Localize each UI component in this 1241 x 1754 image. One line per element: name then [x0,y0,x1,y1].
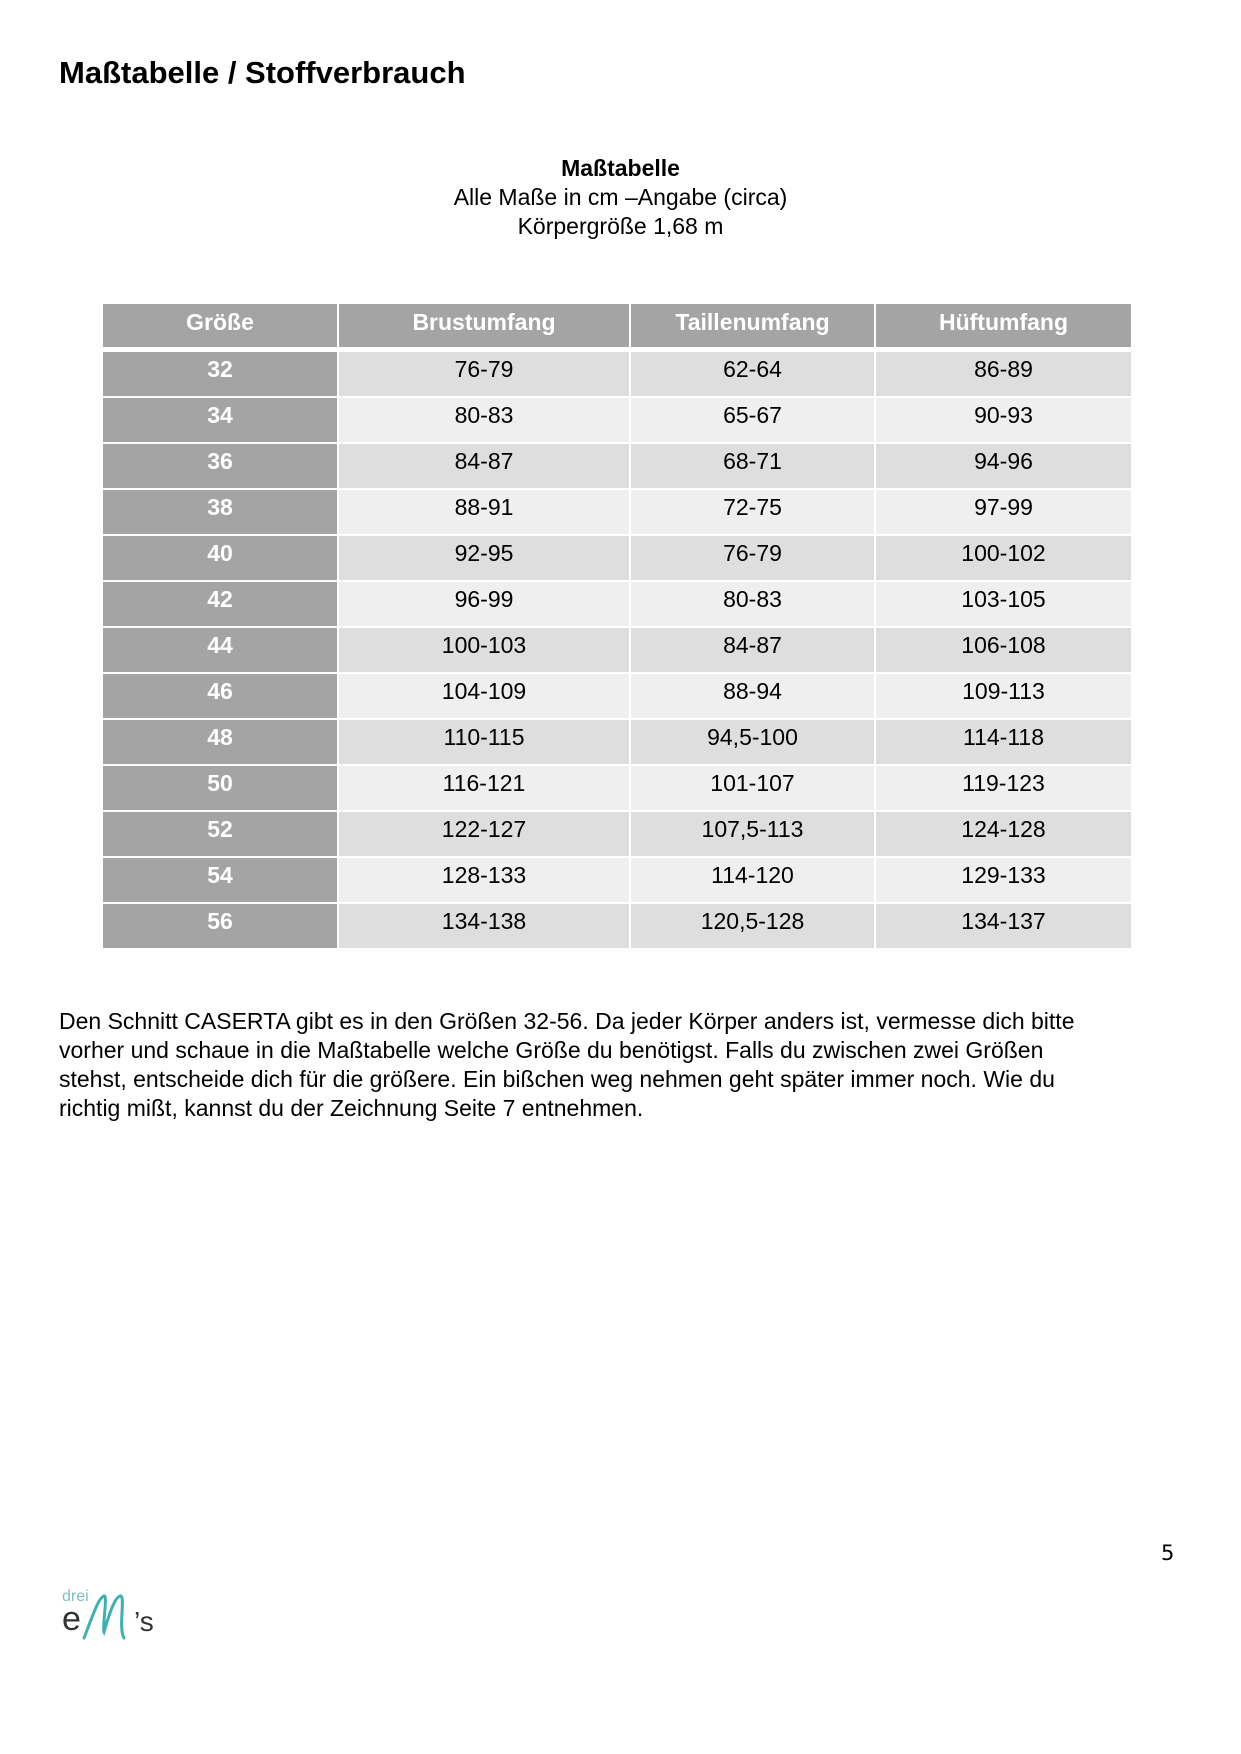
cell-size: 38 [103,490,337,534]
cell-waist: 72-75 [631,490,874,534]
cell-hip: 106-108 [876,628,1131,672]
paragraph-line: richtig mißt, kannst du der Zeichnung Seite 7 entnehmen. [59,1095,644,1121]
table-row [103,858,1131,902]
table-row [103,398,1131,442]
size-table [103,304,1131,950]
table-row [103,812,1131,856]
cell-bust: 104-109 [339,674,629,718]
cell-hip: 109-113 [876,674,1131,718]
logo-text-drei: drei [62,1588,89,1605]
logo-m-script-icon [80,1588,136,1644]
cell-bust: 128-133 [339,858,629,902]
cell-waist: 84-87 [631,628,874,672]
header-hip: Hüftumfang [876,304,1131,347]
cell-size: 56 [103,904,337,948]
table-row [103,674,1131,718]
table-row [103,352,1131,396]
cell-waist: 120,5-128 [631,904,874,948]
table-row [103,536,1131,580]
header-waist: Taillenumfang [631,304,874,347]
cell-bust: 88-91 [339,490,629,534]
size-info-paragraph [59,1007,1189,1123]
cell-hip: 103-105 [876,582,1131,626]
cell-waist: 107,5-113 [631,812,874,856]
logo-text-s: ’s [134,1606,154,1637]
logo-text-e: e [62,1600,81,1638]
cell-waist: 76-79 [631,536,874,580]
cell-size: 54 [103,858,337,902]
table-header-row [103,304,1131,347]
cell-waist: 94,5-100 [631,720,874,764]
caption-title: Maßtabelle [561,155,680,181]
cell-waist: 101-107 [631,766,874,810]
brand-logo [60,1588,160,1648]
cell-size: 42 [103,582,337,626]
header-bust: Brustumfang [339,304,629,347]
paragraph-line: Den Schnitt CASERTA gibt es in den Größen 32-56. Da jeder Körper anders ist, vermesse dich bitte [59,1008,1075,1034]
cell-bust: 122-127 [339,812,629,856]
caption-body-height: Körpergröße 1,68 m [517,213,724,239]
table-row [103,904,1131,948]
cell-hip: 94-96 [876,444,1131,488]
cell-hip: 134-137 [876,904,1131,948]
cell-size: 48 [103,720,337,764]
cell-hip: 124-128 [876,812,1131,856]
table-caption [0,154,1241,241]
cell-hip: 100-102 [876,536,1131,580]
cell-waist: 62-64 [631,352,874,396]
cell-size: 40 [103,536,337,580]
cell-waist: 65-67 [631,398,874,442]
table-row [103,766,1131,810]
paragraph-line: vorher und schaue in die Maßtabelle welche Größe du benötigst. Falls du zwischen zwei Größen [59,1037,1044,1063]
cell-bust: 80-83 [339,398,629,442]
cell-waist: 80-83 [631,582,874,626]
cell-size: 46 [103,674,337,718]
cell-bust: 116-121 [339,766,629,810]
table-body [103,352,1131,948]
cell-hip: 97-99 [876,490,1131,534]
cell-size: 44 [103,628,337,672]
cell-bust: 100-103 [339,628,629,672]
header-size: Größe [103,304,337,347]
cell-hip: 129-133 [876,858,1131,902]
cell-waist: 68-71 [631,444,874,488]
table-row [103,720,1131,764]
cell-size: 34 [103,398,337,442]
cell-size: 36 [103,444,337,488]
table-row [103,490,1131,534]
cell-waist: 114-120 [631,858,874,902]
cell-bust: 84-87 [339,444,629,488]
cell-bust: 92-95 [339,536,629,580]
table-row [103,444,1131,488]
cell-hip: 119-123 [876,766,1131,810]
cell-bust: 76-79 [339,352,629,396]
cell-hip: 114-118 [876,720,1131,764]
cell-size: 52 [103,812,337,856]
cell-hip: 90-93 [876,398,1131,442]
cell-hip: 86-89 [876,352,1131,396]
cell-bust: 134-138 [339,904,629,948]
cell-bust: 96-99 [339,582,629,626]
paragraph-line: stehst, entscheide dich für die größere. Ein bißchen weg nehmen geht später immer noch. Wie du [59,1066,1055,1092]
cell-size: 50 [103,766,337,810]
table-row [103,628,1131,672]
page-number: 5 [1161,1541,1175,1565]
caption-units: Alle Maße in cm –Angabe (circa) [453,184,788,210]
cell-size: 32 [103,352,337,396]
cell-waist: 88-94 [631,674,874,718]
table-row [103,582,1131,626]
cell-bust: 110-115 [339,720,629,764]
page-title: Maßtabelle / Stoffverbrauch [59,55,466,90]
